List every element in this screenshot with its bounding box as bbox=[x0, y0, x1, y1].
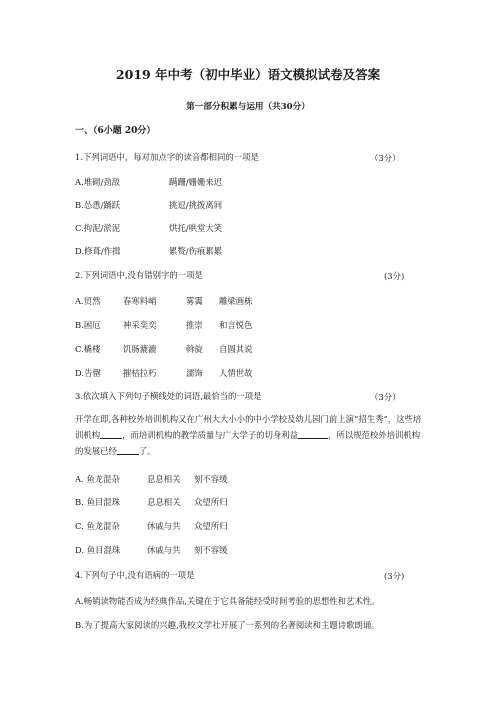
q2-option-c-1: C.橇楼 bbox=[75, 344, 101, 354]
q2-option-d-2: 摧枯拉朽 bbox=[123, 368, 157, 378]
q2-option-d-1: D.告罄 bbox=[75, 368, 101, 378]
q3-option-d-3: 刻不容缓 bbox=[194, 545, 228, 555]
question-3-stem: 3.依次填入下列句子横线处的词语,最恰当的一项是 bbox=[75, 391, 262, 401]
question-4-stem: 4.下列句子中,没有语病的一项是 bbox=[75, 570, 195, 580]
q2-option-b-2: 神采奕奕 bbox=[123, 320, 157, 330]
q1-option-d-word1: D.修葺/作揖 bbox=[75, 246, 121, 256]
part-subtitle: 第一部分积累与运用（共30分） bbox=[186, 102, 310, 112]
q2-option-b-3: 推崇 bbox=[186, 320, 203, 330]
q2-option-a-2: 春寒料峭 bbox=[123, 296, 157, 306]
blank-1 bbox=[100, 430, 122, 439]
q2-option-a-4: 雕梁画栋 bbox=[219, 296, 253, 306]
q2-option-d-4: 人情世故 bbox=[219, 368, 253, 378]
q2-option-a-1: A.贸然 bbox=[75, 296, 101, 306]
q1-option-a-word2: 蹒跚/姗姗来迟 bbox=[169, 177, 223, 187]
question-2-score: (3分) bbox=[384, 271, 405, 281]
q3-option-a-3: 刻不容缓 bbox=[194, 474, 228, 484]
q2-option-b-1: B.困厄 bbox=[75, 320, 101, 330]
blank-3 bbox=[117, 446, 139, 455]
q4-option-b: B.为了提高大家阅读的兴趣,我校文学社开展了一系列的名著阅读和主题诗歌朗诵。 bbox=[75, 620, 380, 630]
passage-part-4: 了。 bbox=[138, 446, 156, 456]
passage-part-3: ，所以规范校外培训机构的发展已经 bbox=[75, 430, 421, 456]
q1-option-b-word2: 挑逗/挑拨离间 bbox=[169, 200, 223, 210]
question-4-score: (3分) bbox=[384, 571, 405, 581]
q1-option-a-word1: A.堆砌/劲敌 bbox=[75, 177, 121, 187]
q1-option-c-word2: 烘托/哄堂大笑 bbox=[169, 223, 223, 233]
q2-option-c-2: 饥肠漉漉 bbox=[123, 344, 157, 354]
q1-option-b-word1: B.怂恿/踊跃 bbox=[75, 200, 121, 210]
q3-option-c-1: C. 鱼龙混杂 bbox=[75, 521, 120, 531]
q1-option-c-word1: C.拘泥/淤泥 bbox=[75, 223, 121, 233]
question-1-score: （3分） bbox=[370, 153, 401, 163]
question-3-passage bbox=[75, 411, 425, 459]
q3-option-d-2: 休戚与共 bbox=[147, 545, 181, 555]
q3-option-a-1: A. 鱼龙混杂 bbox=[75, 474, 120, 484]
q2-option-c-3: 斡旋 bbox=[186, 344, 203, 354]
q3-option-b-3: 众望所归 bbox=[194, 497, 228, 507]
q3-option-a-2: 息息相关 bbox=[147, 474, 181, 484]
blank-2 bbox=[298, 430, 328, 439]
question-2-stem: 2.下列词语中,没有错别字的一项是 bbox=[75, 270, 203, 280]
section-heading: 一、（6小题 20分） bbox=[75, 126, 156, 136]
q3-option-c-3: 众望所归 bbox=[194, 521, 228, 531]
q3-option-c-2: 休戚与共 bbox=[147, 521, 181, 531]
passage-part-2: ，而培训机构的教学质量与广大学子的切身利益 bbox=[122, 430, 298, 440]
q1-option-d-word2: 累赘/伤痕累累 bbox=[169, 246, 223, 256]
question-3-score: （3分） bbox=[370, 392, 401, 402]
q3-option-d-1: D. 鱼目混珠 bbox=[75, 545, 121, 555]
q2-option-b-4: 和言悦色 bbox=[219, 320, 253, 330]
q2-option-d-3: 濡饰 bbox=[186, 368, 203, 378]
q2-option-a-3: 雾霭 bbox=[186, 296, 203, 306]
passage-part-1: 开学在即,各种校外培训机构又在广州大大小小的中小学校及幼儿园门前上演“招生秀”，这些培训机构 bbox=[75, 414, 422, 440]
q3-option-b-1: B. 鱼目混珠 bbox=[75, 497, 120, 507]
page-title: 2019 年中考（初中毕业）语文模拟试卷及答案 bbox=[115, 67, 381, 82]
q3-option-b-2: 息息相关 bbox=[147, 497, 181, 507]
question-1-stem: 1.下列词语中，每对加点字的读音都相同的一项是 bbox=[75, 152, 259, 162]
q4-option-a: A.畅销读物能否成为经典作品,关键在于它具备能经受时间考验的思想性和艺术性。 bbox=[75, 596, 380, 606]
q2-option-c-4: 自圆其说 bbox=[219, 344, 253, 354]
